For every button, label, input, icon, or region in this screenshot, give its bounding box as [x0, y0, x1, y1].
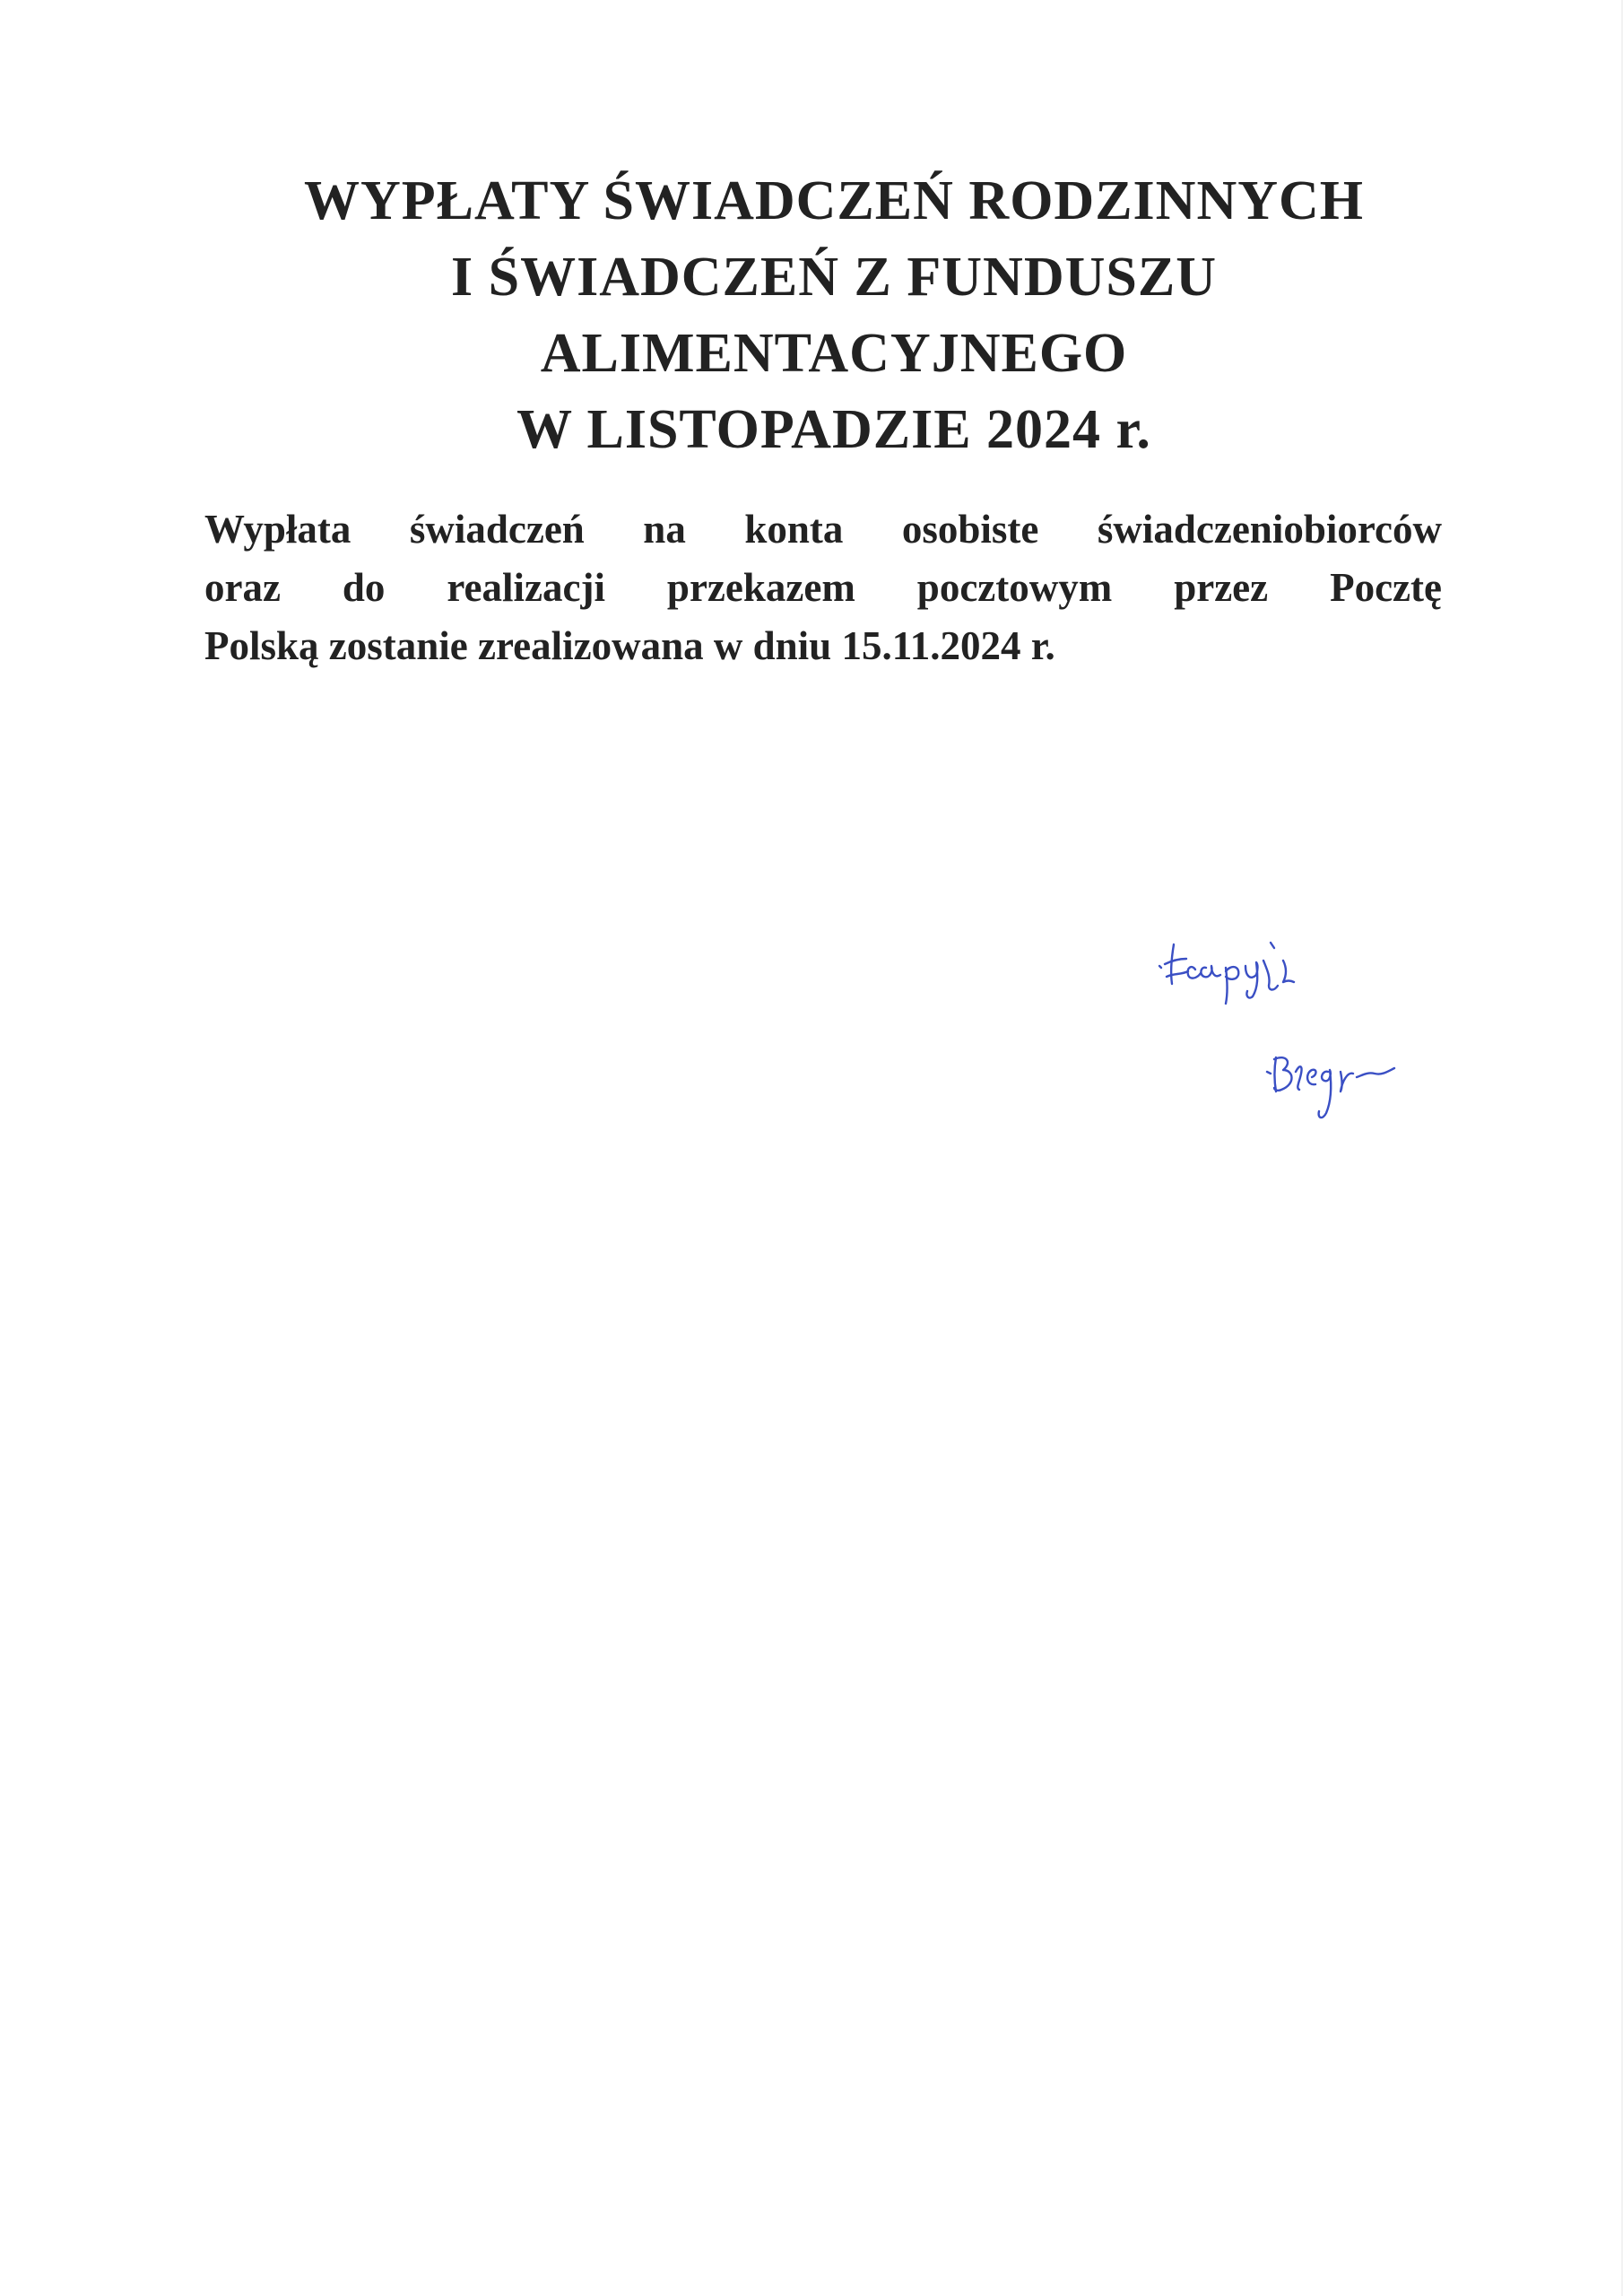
document-body [204, 500, 1442, 675]
document-title [206, 163, 1462, 468]
body-line-1: Wypłata świadczeń na konta osobiste świadczeniobiorców [204, 507, 1442, 552]
title-line-3: ALIMENTACYJNEGO [540, 323, 1128, 384]
body-line-3: Polską zostanie zrealizowana w dniu 15.11.2024 r. [204, 623, 1055, 668]
handwritten-signature-1 [1152, 928, 1332, 1009]
body-line-2: oraz do realizacji przekazem pocztowym przez Pocztę [204, 565, 1442, 610]
title-line-4: W LISTOPADZIE 2024 r. [516, 399, 1151, 460]
title-line-1: WYPŁATY ŚWIADCZEŃ RODZINNYCH [304, 170, 1364, 231]
handwritten-signature-2 [1260, 1045, 1403, 1144]
title-line-2: I ŚWIADCZEŃ Z FUNDUSZU [451, 247, 1217, 308]
